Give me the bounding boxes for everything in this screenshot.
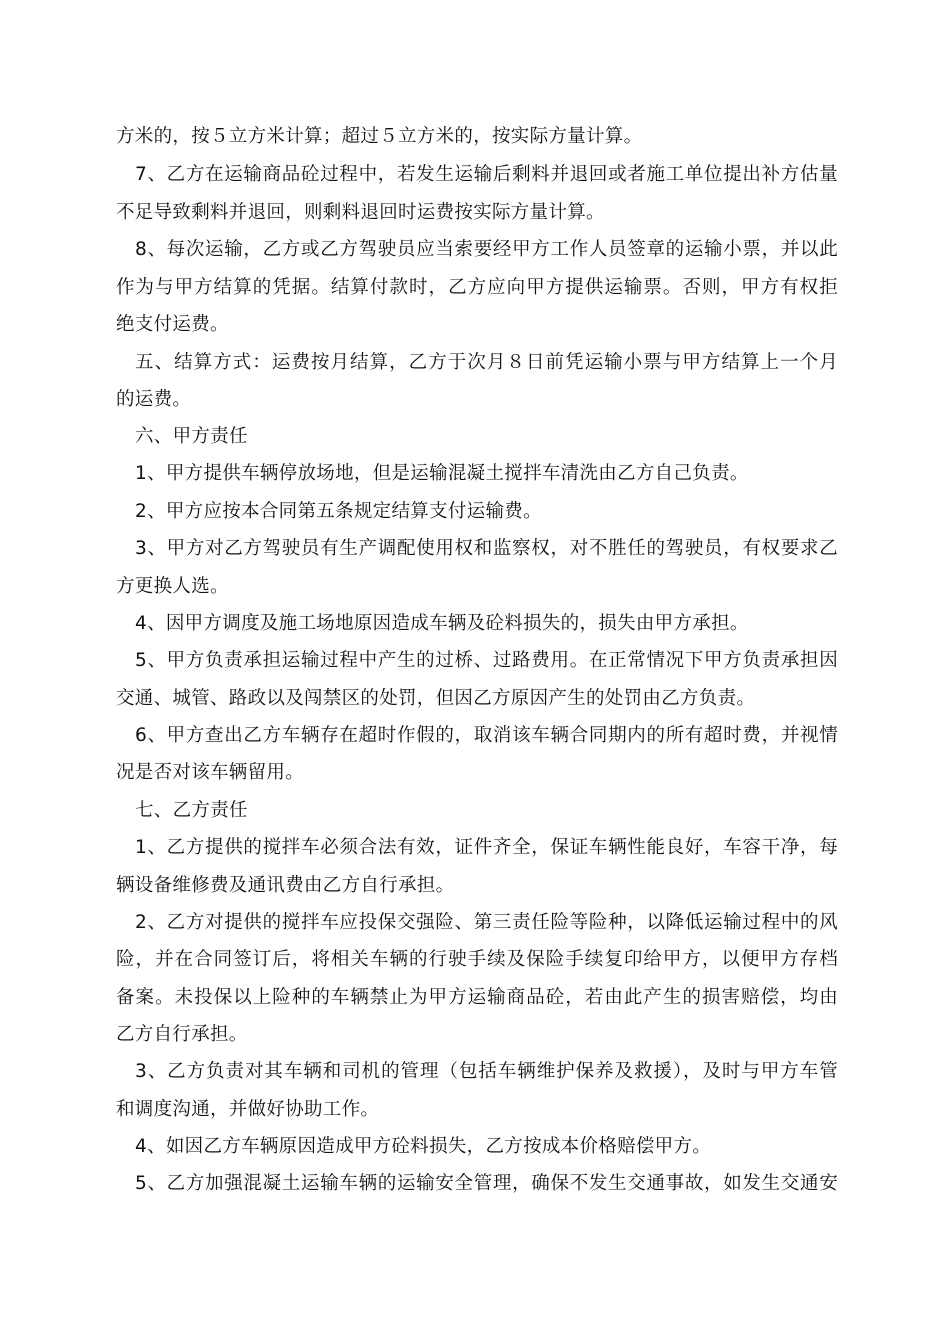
paragraph-line: 方米的，按５立方米计算；超过５立方米的，按实际方量计算。 (116, 126, 643, 147)
section-heading: 六、甲方责任 (135, 426, 248, 447)
paragraph-line: 绝支付运费。 (116, 314, 229, 335)
paragraph-line: 3、甲方对乙方驾驶员有生产调配使用权和监察权，对不胜任的驾驶员，有权要求乙 (135, 538, 838, 559)
paragraph-line: 1、甲方提供车辆停放场地，但是运输混凝土搅拌车清洗由乙方自己负责。 (135, 463, 749, 484)
paragraph-line: 方更换人选。 (116, 576, 229, 597)
paragraph-line: 况是否对该车辆留用。 (116, 762, 305, 783)
paragraph-line: 不足导致剩料并退回，则剩料退回时运费按实际方量计算。 (116, 202, 605, 223)
paragraph-line: 的运费。 (116, 389, 192, 410)
paragraph-line: 交通、城管、路政以及闯禁区的处罚，但因乙方原因产生的处罚由乙方负责。 (116, 688, 756, 709)
paragraph-line: 作为与甲方结算的凭据。结算付款时，乙方应向甲方提供运输票。否则，甲方有权拒 (116, 277, 838, 298)
paragraph-line: 6、甲方查出乙方车辆存在超时作假的，取消该车辆合同期内的所有超时费，并视情 (135, 725, 838, 746)
paragraph-line: 五、结算方式：运费按月结算，乙方于次月８日前凭运输小票与甲方结算上一个月 (135, 352, 838, 373)
paragraph-line: 5、甲方负责承担运输过程中产生的过桥、过路费用。在正常情况下甲方负责承担因 (135, 650, 838, 671)
paragraph-line: 5、乙方加强混凝土运输车辆的运输安全管理，确保不发生交通事故，如发生交通安 (135, 1173, 838, 1194)
section-heading: 七、乙方责任 (135, 800, 248, 821)
paragraph-line: 乙方自行承担。 (116, 1024, 248, 1045)
paragraph-line: 8、每次运输，乙方或乙方驾驶员应当索要经甲方工作人员签章的运输小票，并以此 (135, 239, 838, 260)
paragraph-line: 4、因甲方调度及施工场地原因造成车辆及砼料损失的，损失由甲方承担。 (135, 613, 749, 634)
paragraph-line: 1、乙方提供的搅拌车必须合法有效，证件齐全，保证车辆性能良好，车容干净，每 (135, 837, 838, 858)
paragraph-line: 险，并在合同签订后，将相关车辆的行驶手续及保险手续复印给甲方，以便甲方存档 (116, 949, 838, 970)
paragraph-line: 备案。未投保以上险种的车辆禁止为甲方运输商品砼，若由此产生的损害赔偿，均由 (116, 987, 838, 1008)
paragraph-line: 3、乙方负责对其车辆和司机的管理（包括车辆维护保养及救援），及时与甲方车管 (135, 1061, 838, 1082)
paragraph-line: 辆设备维修费及通讯费由乙方自行承担。 (116, 875, 455, 896)
paragraph-line: 4、如因乙方车辆原因造成甲方砼料损失，乙方按成本价格赔偿甲方。 (135, 1136, 712, 1157)
paragraph-line: 2、甲方应按本合同第五条规定结算支付运输费。 (135, 501, 542, 522)
paragraph-line: 和调度沟通，并做好协助工作。 (116, 1099, 380, 1120)
paragraph-line: 7、乙方在运输商品砼过程中，若发生运输后剩料并退回或者施工单位提出补方估量 (135, 164, 838, 185)
paragraph-line: 2、乙方对提供的搅拌车应投保交强险、第三责任险等险种，以降低运输过程中的风 (135, 912, 838, 933)
